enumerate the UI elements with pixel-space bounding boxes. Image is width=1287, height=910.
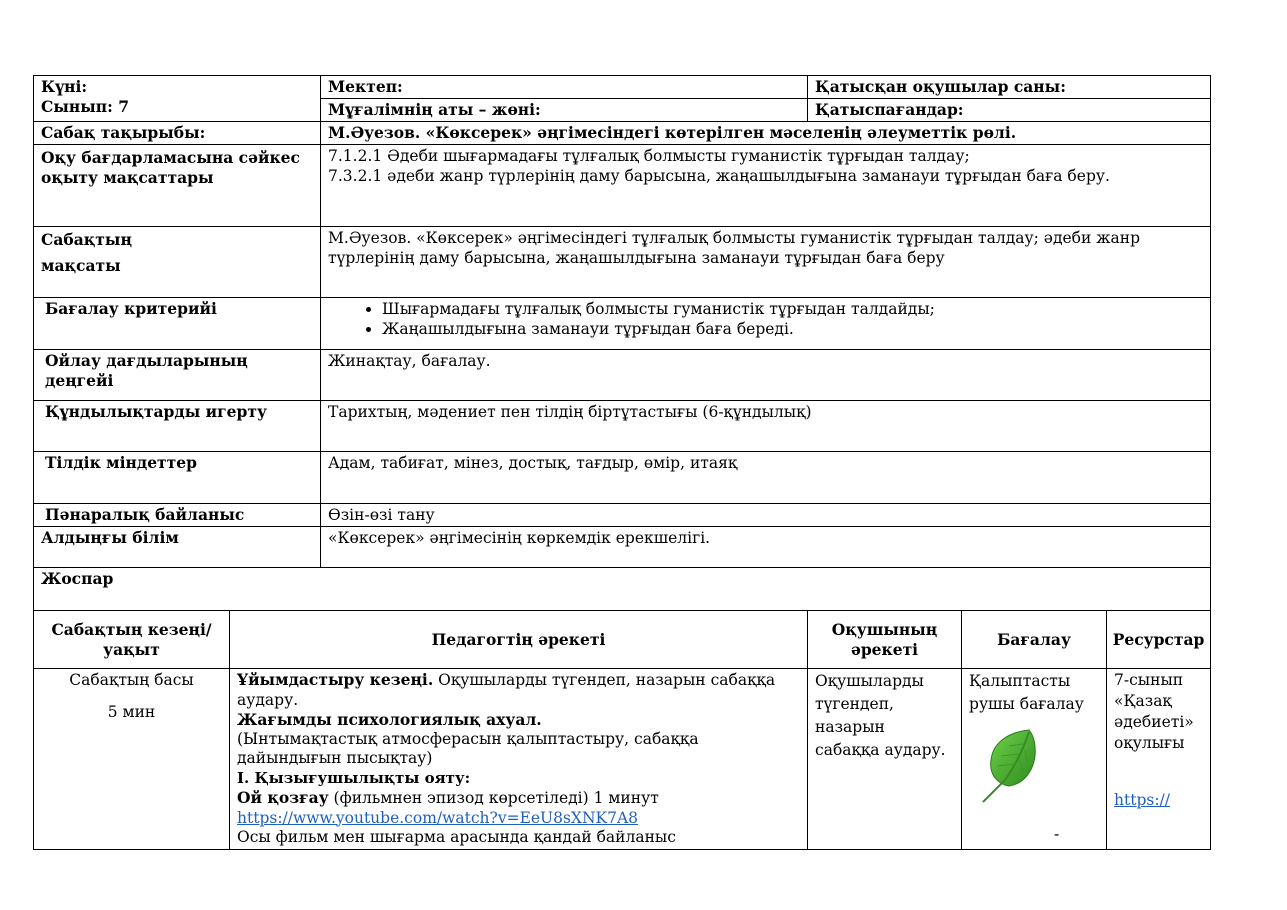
values-label: Құндылықтарды игерту bbox=[34, 401, 321, 452]
day-class-cell bbox=[34, 76, 321, 122]
col-header-resources: Ресурстар bbox=[1107, 611, 1211, 669]
goal-value: М.Әуезов. «Көксерек» әңгімесіндегі тұлғалық болмысты гуманистік тұрғыдан талдау; әдеби жанр түрлерінің даму барысына, жаңашылдығына заманауи тұрғыдан баға беру bbox=[321, 227, 1211, 298]
objective-2: 7.3.2.1 әдеби жанр түрлерінің даму барысына, жаңашылдығына заманауи тұрғыдан баға беру. bbox=[328, 167, 1110, 185]
day-label: Күні: bbox=[41, 77, 88, 96]
green-leaf-icon bbox=[979, 726, 1041, 806]
question-text: Осы фильм мен шығарма арасында қандай байланыс bbox=[237, 828, 676, 846]
values-value: Тарихтың, мәдениет пен тілдің біртұтастығы (6-құндылық) bbox=[321, 401, 1211, 452]
language-value: Адам, табиғат, мінез, достық, тағдыр, өмір, итаяқ bbox=[321, 452, 1211, 504]
student-activity: Оқушыларды түгендеп, назарын сабаққа аудару. bbox=[808, 669, 962, 850]
cross-subject-label: Пәнаралық байланыс bbox=[34, 504, 321, 527]
language-label: Тілдік міндеттер bbox=[34, 452, 321, 504]
thinking-label: Ойлау дағдыларының деңгейі bbox=[34, 350, 321, 401]
criteria-list bbox=[328, 299, 1203, 339]
resource-text: 7-сынып «Қазақ әдебиеті» оқулығы bbox=[1114, 671, 1194, 752]
present-count-label: Қатысқан оқушылар саны: bbox=[808, 76, 1211, 99]
goal-label-cell bbox=[34, 227, 321, 298]
objective-1: 7.1.2.1 Әдеби шығармадағы тұлғалық болмысты гуманистік тұрғыдан талдау; bbox=[328, 147, 970, 165]
col-header-teacher: Педагогтің әрекеті bbox=[230, 611, 808, 669]
think-line bbox=[237, 788, 800, 809]
psy-climate-title: Жағымды психологиялық ахуал. bbox=[237, 710, 542, 729]
assessment-dash: - bbox=[1054, 825, 1060, 843]
criteria-item: • Жаңашылдығына заманауи тұрғыдан баға береді. bbox=[382, 319, 1203, 339]
topic-label: Сабақ тақырыбы: bbox=[34, 122, 321, 145]
org-stage bbox=[237, 670, 800, 710]
assessment-text: Қалыптасты рушы бағалау bbox=[969, 672, 1084, 713]
teacher-activity-cell bbox=[230, 669, 808, 850]
cross-subject-value: Өзін-өзі тану bbox=[321, 504, 1211, 527]
goal-label-1: Сабақтың bbox=[41, 230, 132, 249]
stage-name: Сабақтың басы bbox=[69, 671, 194, 689]
resource-link[interactable]: https:// bbox=[1114, 791, 1170, 809]
objectives-label: Оқу бағдарламасына сәйкес оқыту мақсаттары bbox=[34, 145, 321, 227]
stage-cell bbox=[34, 669, 230, 850]
objectives-value bbox=[321, 145, 1211, 227]
class-label: Сынып: 7 bbox=[41, 97, 130, 116]
criteria-item: • Шығармадағы тұлғалық болмысты гуманистік тұрғыдан талдайды; bbox=[382, 299, 1203, 319]
org-stage-title: Ұйымдастыру кезеңі. bbox=[237, 670, 434, 689]
prior-knowledge-value: «Көксерек» әңгімесінің көркемдік ерекшелігі. bbox=[321, 527, 1211, 568]
psy-climate-text: (Ынтымақтастық атмосферасын қалыптастыру, сабаққа дайындығын пысықтау) bbox=[237, 729, 699, 767]
think-title: Ой қозғау bbox=[237, 788, 329, 807]
assessment-cell bbox=[962, 669, 1107, 850]
youtube-link[interactable]: https://www.youtube.com/watch?v=EeU8sXNK7A8 bbox=[237, 808, 639, 827]
plan-heading: Жоспар bbox=[34, 568, 1211, 611]
criteria-label: Бағалау критерийі bbox=[34, 298, 321, 350]
topic-value: М.Әуезов. «Көксерек» әңгімесіндегі көтерілген мәселенің әлеуметтік рөлі. bbox=[321, 122, 1211, 145]
col-header-assessment: Бағалау bbox=[962, 611, 1107, 669]
lesson-plan-table bbox=[33, 75, 1211, 850]
goal-label-2: мақсаты bbox=[41, 256, 121, 275]
school-label: Мектеп: bbox=[321, 76, 808, 99]
absent-label: Қатыспағандар: bbox=[808, 99, 1211, 122]
stage-time: 5 мин bbox=[107, 703, 156, 721]
prior-knowledge-label: Алдыңғы білім bbox=[34, 527, 321, 568]
org-stage-text: Оқушыларды түгендеп, назарын сабаққа аудару. bbox=[237, 671, 776, 709]
col-header-student: Оқушының әрекеті bbox=[808, 611, 962, 669]
col-header-stage: Сабақтың кезеңі/ уақыт bbox=[34, 611, 230, 669]
interest-title: І. Қызығушылықты ояту: bbox=[237, 768, 471, 787]
criteria-list-cell bbox=[321, 298, 1211, 350]
think-text: (фильмнен эпизод көрсетіледі) 1 минут bbox=[328, 789, 659, 807]
thinking-value: Жинақтау, бағалау. bbox=[321, 350, 1211, 401]
teacher-name-label: Мұғалімнің аты – жөні: bbox=[321, 99, 808, 122]
resources-cell bbox=[1107, 669, 1211, 850]
